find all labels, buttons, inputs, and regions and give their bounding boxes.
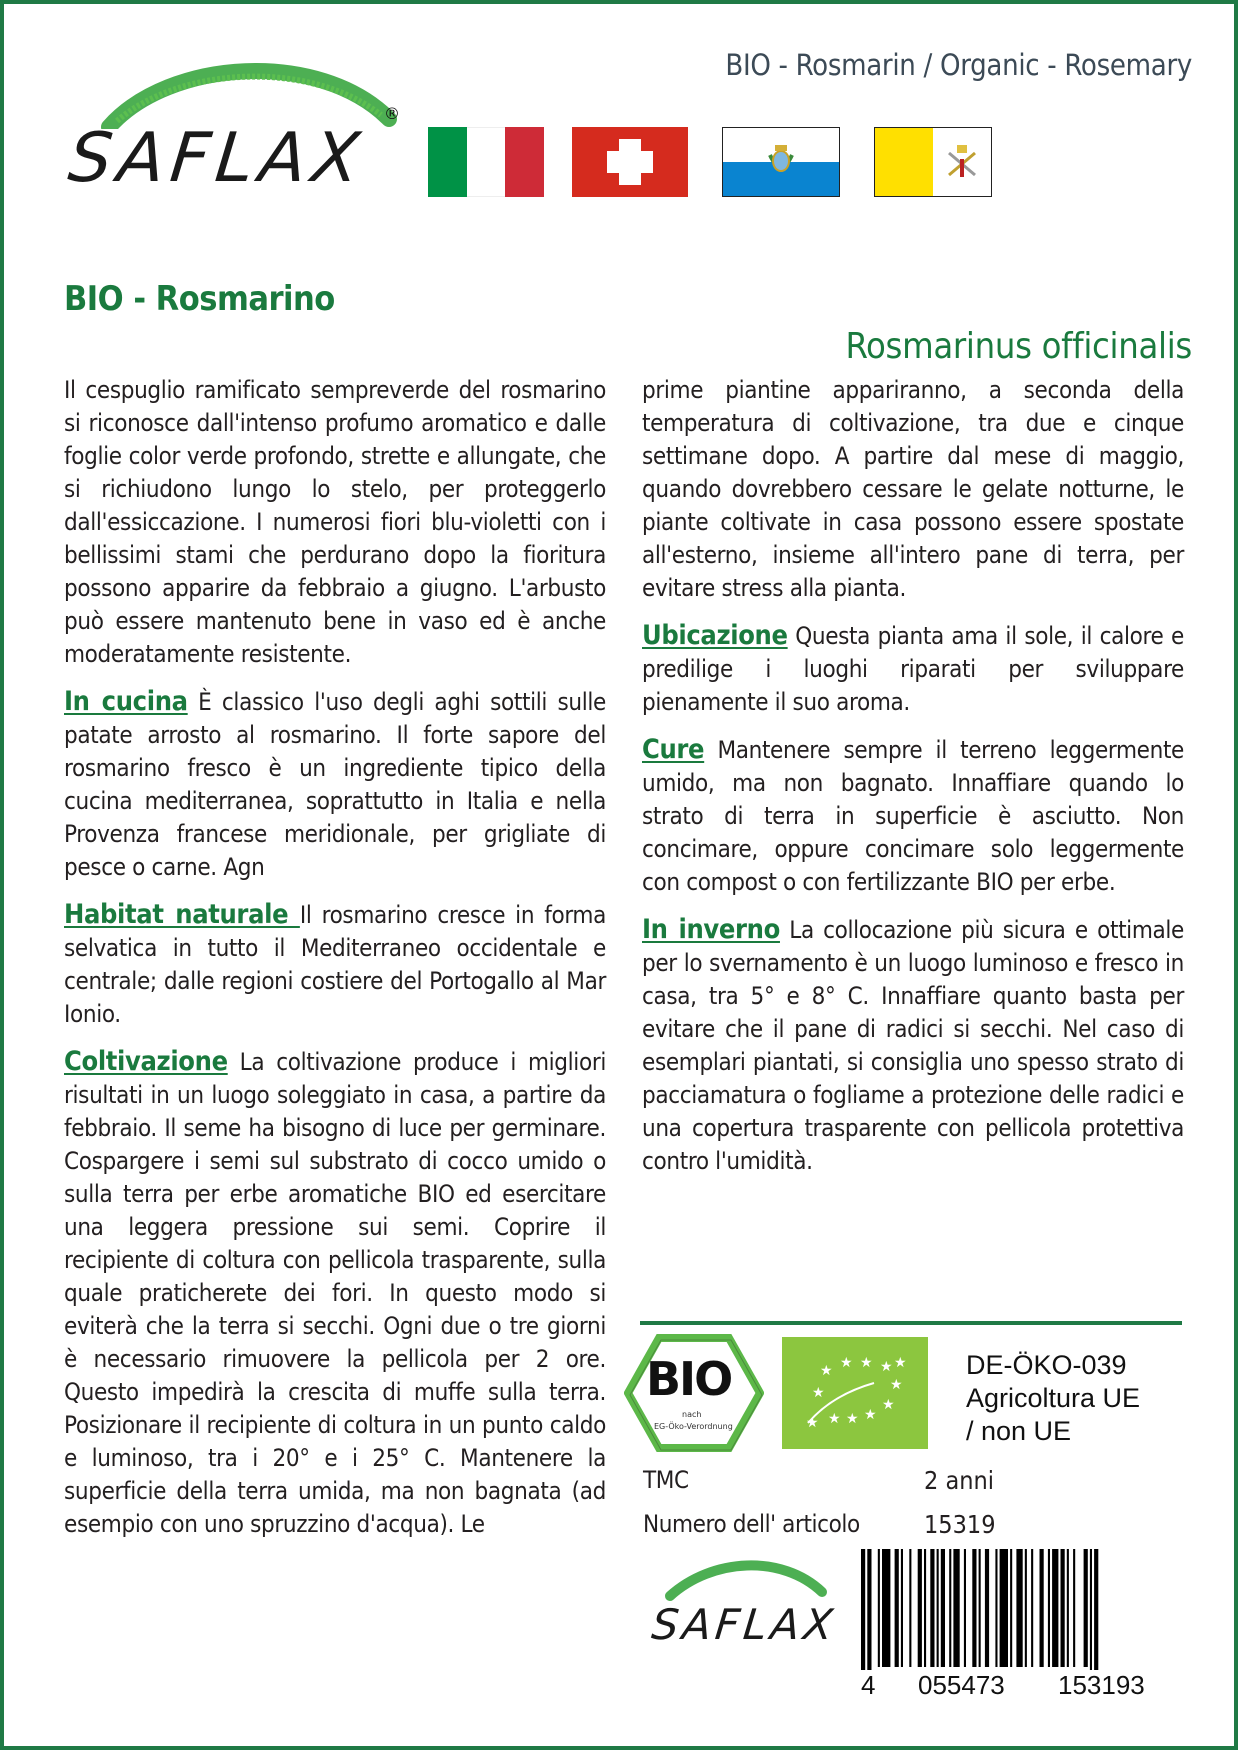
logo-wordmark-small: SAFLAX bbox=[649, 1600, 840, 1649]
habitat-text: Il rosmarino cresce in forma selvatica in tutto il Mediterraneo occidentale e centrale; dalle regioni costiere del Portogallo al Mar Ionio. bbox=[64, 901, 606, 1028]
tmc-label: TMC bbox=[643, 1466, 689, 1494]
svg-text:★: ★ bbox=[882, 1398, 895, 1413]
saflax-logo-small bbox=[644, 1554, 854, 1654]
barcode-bar bbox=[1040, 1549, 1044, 1667]
logo-swoosh-icon bbox=[89, 49, 419, 129]
ubicazione-section bbox=[642, 619, 1184, 719]
vatican-flag-icon bbox=[874, 127, 992, 197]
barcode-bar bbox=[882, 1549, 890, 1667]
barcode-bar bbox=[1025, 1549, 1027, 1667]
svg-text:★: ★ bbox=[820, 1364, 833, 1379]
barcode-bar bbox=[867, 1549, 871, 1689]
inverno-heading: In inverno bbox=[642, 914, 780, 945]
left-column bbox=[64, 374, 606, 1555]
barcode-bar bbox=[901, 1549, 903, 1667]
tmc-value: 2 anni bbox=[924, 1466, 994, 1495]
article-number-label: Numero dell' articolo bbox=[643, 1510, 860, 1538]
switzerland-flag-icon bbox=[572, 127, 688, 197]
cure-text: Mantenere sempre il terreno leggermente umido, ma non bagnato. Innaffiare quando lo strato di terra in superficie è asciutto. Non concimare, oppure concimare solo leggermente con compost o con fertilizzante BIO per erbe. bbox=[642, 736, 1184, 896]
coltivazione-heading: Coltivazione bbox=[64, 1046, 228, 1077]
inverno-section bbox=[642, 913, 1184, 1178]
svg-text:★: ★ bbox=[840, 1356, 853, 1371]
barcode-right-group: 153193 bbox=[1058, 1670, 1145, 1700]
section-divider bbox=[640, 1321, 1182, 1325]
origin-line-1: Agricoltura UE bbox=[966, 1383, 1141, 1413]
bio-seal-icon bbox=[624, 1334, 764, 1452]
certification-code: DE-ÖKO-039 bbox=[966, 1350, 1127, 1380]
ubicazione-heading: Ubicazione bbox=[642, 620, 788, 651]
barcode-bar bbox=[1010, 1549, 1012, 1667]
latin-name: Rosmarinus officinalis bbox=[845, 326, 1192, 367]
coltivazione-continued: prime piantine appariranno, a seconda della temperatura di coltivazione, tra due e cinque settimane dopo. A partire dal mese di maggio, quando dovrebbero cessare le gelate notturne, le piante coltivate in casa possono essere spostate all'esterno, insieme all'intero pane di terra, per evitare stress alla pianta. bbox=[642, 376, 1184, 602]
eu-organic-leaf-icon bbox=[782, 1337, 928, 1449]
barcode-bar bbox=[972, 1549, 976, 1667]
barcode-bar bbox=[985, 1549, 989, 1667]
barcode-bar bbox=[1016, 1549, 1022, 1667]
ubicazione-text: Questa pianta ama il sole, il calore e predilige i luoghi riparati per sviluppare pienamente il suo aroma. bbox=[642, 622, 1184, 716]
intro-paragraph: Il cespuglio ramificato sempreverde del rosmarino si riconosce dall'intenso profumo aromatico e dalle foglie color verde profondo, strette e allungate, che si richiudono lungo lo stelo, per proteggerlo dall'essiccazione. I numerosi fiori blu-violetti con i bellissimi stami che perdurano dopo la fioritura possono apparire da febbraio a giugno. L'arbusto può essere mantenuto bene in vaso ed è anche moderatamente resistente. bbox=[64, 376, 606, 668]
svg-text:★: ★ bbox=[860, 1356, 873, 1371]
cure-heading: Cure bbox=[642, 734, 705, 765]
barcode-bar bbox=[1073, 1549, 1075, 1667]
barcode-bar bbox=[1052, 1549, 1058, 1667]
barcode-bar bbox=[1067, 1549, 1069, 1667]
svg-text:★: ★ bbox=[894, 1356, 907, 1371]
svg-text:★: ★ bbox=[812, 1386, 825, 1401]
italy-flag-icon bbox=[428, 127, 544, 197]
saflax-logo bbox=[59, 49, 419, 209]
barcode-bar bbox=[1061, 1549, 1065, 1667]
barcode-bar bbox=[964, 1549, 966, 1667]
barcode-bar bbox=[979, 1549, 981, 1667]
header-title: BIO - Rosmarin / Organic - Rosemary bbox=[725, 48, 1192, 82]
cucina-heading: In cucina bbox=[64, 686, 188, 717]
svg-text:★: ★ bbox=[880, 1360, 893, 1375]
inverno-text: La collocazione più sicura e ottimale per lo svernamento è un luogo luminoso e fresco in casa, tra 5° e 8° C. Innaffiare quanto basta per evitare che il pane di radici si secchi. Nel caso di esemplari piantati, si consiglia uno spesso strato di pacciamatura o fogliame a protezione delle radici e una copertura trasparente con pellicola protettiva contro l'umidità. bbox=[642, 916, 1184, 1175]
svg-text:★: ★ bbox=[846, 1412, 859, 1427]
barcode-bar bbox=[878, 1549, 880, 1667]
origin-line-2: / non UE bbox=[966, 1416, 1072, 1446]
right-column bbox=[642, 374, 1184, 1192]
cucina-section bbox=[64, 685, 606, 884]
barcode-bar bbox=[1048, 1549, 1050, 1667]
barcode-bar bbox=[918, 1549, 922, 1667]
barcode-first-digit: 4 bbox=[861, 1670, 876, 1700]
barcode-bar bbox=[930, 1549, 934, 1667]
habitat-section bbox=[64, 898, 606, 1031]
habitat-heading: Habitat naturale bbox=[64, 899, 300, 930]
logo-swoosh-small-icon bbox=[662, 1554, 832, 1604]
article-number-value: 15319 bbox=[924, 1510, 996, 1539]
barcode-bar bbox=[895, 1549, 899, 1667]
product-title: BIO - Rosmarino bbox=[64, 279, 335, 319]
coltivazione-section bbox=[64, 1045, 606, 1541]
barcode-bar bbox=[949, 1549, 951, 1667]
barcode-bar bbox=[1084, 1549, 1088, 1667]
barcode-bar bbox=[953, 1549, 959, 1667]
barcode-bar bbox=[1094, 1549, 1098, 1689]
cucina-text: È classico l'uso degli aghi sottili sulle patate arrosto al rosmarino. Il forte sapore del rosmarino fresco è un ingrediente tipico della cucina mediterranea, soprattutto in Italia e nella Provenza francese meridionale, per grigliate di pesce o carne. Agn bbox=[64, 688, 606, 881]
barcode-bar bbox=[924, 1549, 926, 1667]
barcode-left-group: 055473 bbox=[918, 1670, 1005, 1700]
barcode-bar bbox=[995, 1549, 997, 1667]
coltivazione-text: La coltivazione produce i migliori risultati in un luogo soleggiato in casa, a partire da febbraio. Il seme ha bisogno di luce per germinare. Cospargere i semi sul substrato di cocco umido o sulla terra per erbe aromatiche BIO ed esercitare una leggera pressione sui semi. Coprire il recipiente di coltura con pellicola trasparente, sulla quale praticherete dei fori. In questo modo si eviterà che la terra si secchi. Ogni due o tre giorni è necessario rimuovere la pellicola per 2 ore. Questo impedirà la crescita di muffe sulla terra. Posizionare il recipiente di coltura in un punto caldo e luminoso, tra i 20° e i 25° C. Mantenere la superficie della terra umida, ma non bagnata (ad esempio con uno spruzzino d'acqua). Le bbox=[64, 1048, 606, 1538]
svg-text:★: ★ bbox=[864, 1408, 877, 1423]
cure-section bbox=[642, 733, 1184, 899]
barcode-bar bbox=[909, 1549, 911, 1667]
barcode-bar bbox=[937, 1549, 939, 1667]
svg-text:★: ★ bbox=[890, 1378, 903, 1393]
barcode-bar bbox=[1031, 1549, 1033, 1667]
bio-seal-subtext-1: nach bbox=[682, 1410, 702, 1419]
logo-wordmark: SAFLAX bbox=[64, 119, 369, 198]
san-marino-flag-icon bbox=[722, 127, 840, 197]
svg-text:★: ★ bbox=[806, 1416, 819, 1431]
bio-seal-text: BIO bbox=[646, 1352, 732, 1406]
bio-seal-subtext-2: EG-Öko-Verordnung bbox=[654, 1422, 733, 1431]
registered-mark: ® bbox=[384, 104, 400, 123]
barcode-bar bbox=[941, 1549, 945, 1667]
svg-text:★: ★ bbox=[828, 1412, 841, 1427]
barcode-bar bbox=[1000, 1549, 1008, 1667]
barcode-bar bbox=[1090, 1549, 1092, 1689]
barcode-bar bbox=[861, 1549, 865, 1689]
certification-info bbox=[966, 1349, 1140, 1448]
